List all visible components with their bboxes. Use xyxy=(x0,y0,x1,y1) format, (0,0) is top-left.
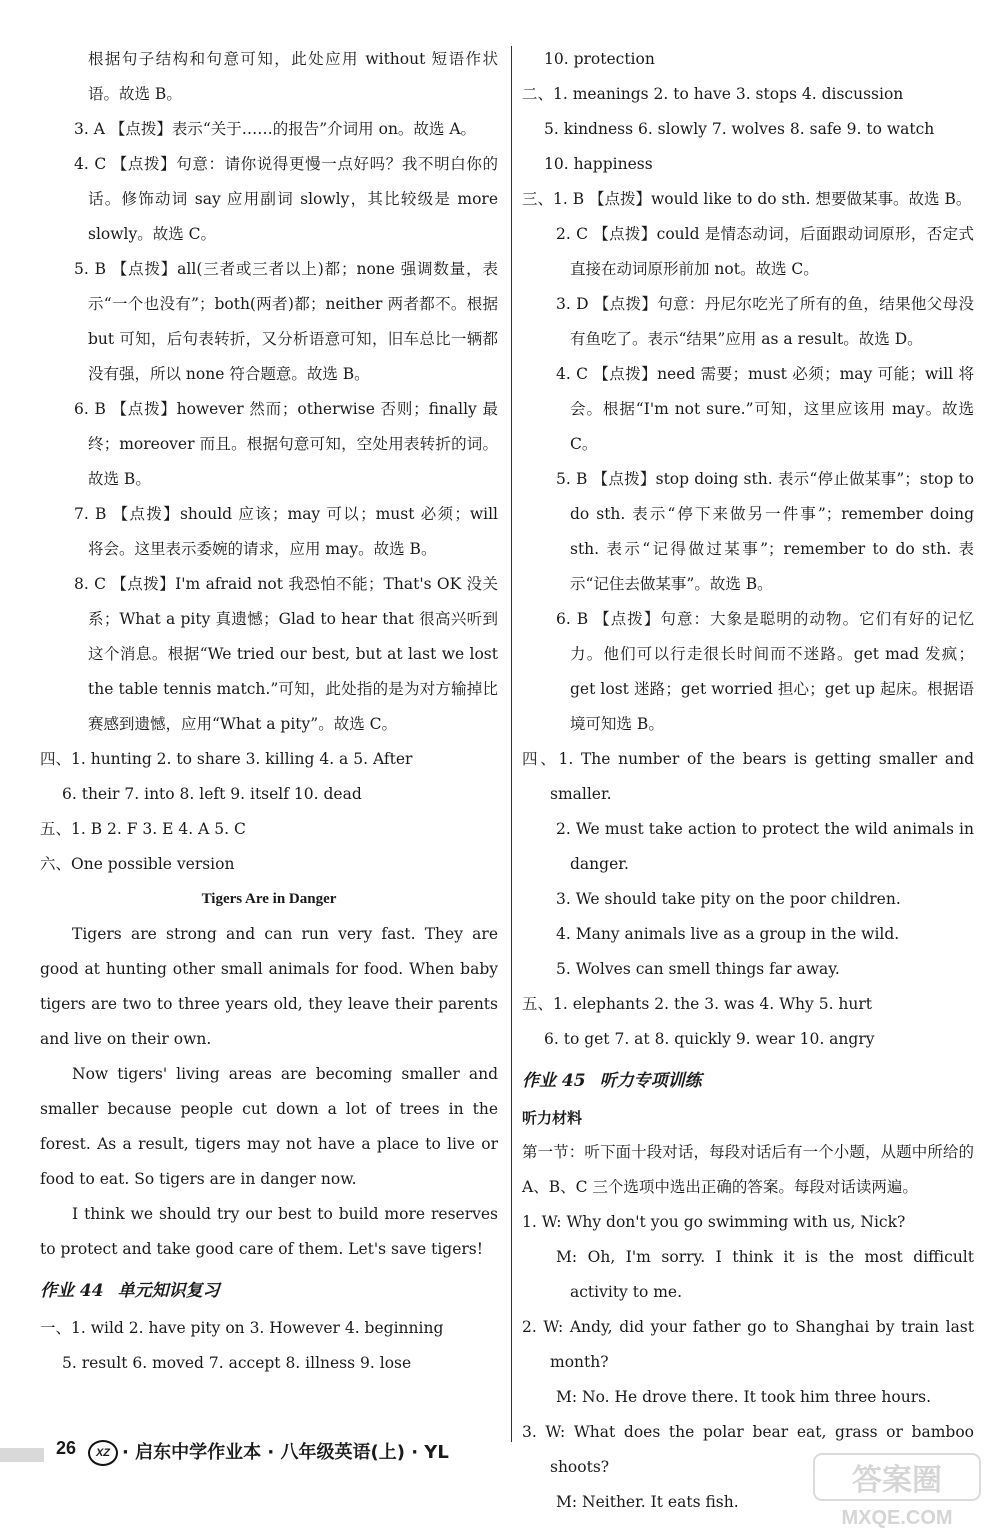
section-4-item-5: 5. Wolves can smell things far away. xyxy=(556,960,840,978)
section-4-item-2: 2. We must take action to protect the wild animals in danger. xyxy=(556,820,974,873)
watermark-logo xyxy=(812,1450,982,1530)
section-5-line-2: 6. to get 7. at 8. quickly 9. wear 10. angry xyxy=(544,1030,875,1048)
section-4-item-3: 3. We should take pity on the poor children. xyxy=(556,890,901,908)
answer-item-4: 4. C 【点拨】句意：请你说得更慢一点好吗？我不明白你的话。修饰动词 say 应用副词 slowly，其比较级是 more slowly。故选 C。 xyxy=(74,155,498,243)
hw44-section-1-line-2: 5. result 6. moved 7. accept 8. illness 9. lose xyxy=(62,1354,412,1372)
homework-44-header xyxy=(40,1273,498,1309)
section-3-item-6: 6. B 【点拨】句意：大象是聪明的动物。它们有好的记忆力。他们可以行走很长时间而不迷路。get mad 发疯；get lost 迷路；get worried 担心；get up 起床。根据语境可知选 B。 xyxy=(556,610,974,733)
homework-44-title: 单元知识复习 xyxy=(117,1281,220,1301)
page-number: 26 xyxy=(56,1438,77,1458)
section-2-line-3: 10. happiness xyxy=(544,155,653,173)
publisher-logo: XZ xyxy=(88,1440,118,1466)
page-footer xyxy=(0,1436,560,1476)
section-1-instructions: 第一节：听下面十段对话，每段对话后有一个小题，从题中所给的 A、B、C 三个选项中选出正确的答案。每段对话读两遍。 xyxy=(522,1143,974,1196)
homework-45-number: 作业 45 xyxy=(522,1071,586,1091)
section-3-item-4: 4. C 【点拨】need 需要；must 必须；may 可能；will 将会。根据“I'm not sure.”可知，这里应该用 may。故选 C。 xyxy=(556,365,974,453)
watermark-text: 答案圈 xyxy=(852,1463,942,1498)
section-3-item-5: 5. B 【点拨】stop doing sth. 表示“停止做某事”；stop to do sth. 表示“停下来做另一件事”；remember doing sth. 表示“记得做过某事”；remember to do sth. 表示“记住去做某事”。故选 B。 xyxy=(556,470,974,593)
answer-item-6: 6. B 【点拨】however 然而；otherwise 否则；finally 最终；moreover 而且。根据句意可知，空处用表转折的词。故选 B。 xyxy=(74,400,498,488)
homework-44-number: 作业 44 xyxy=(40,1281,104,1301)
listening-material-heading: 听力材料 xyxy=(522,1109,583,1127)
column-divider xyxy=(511,46,512,1442)
section-3-item-1: 三、1. B 【点拨】would like to do sth. 想要做某事。故选 B。 xyxy=(522,190,972,208)
dialogue-2-man: M: No. He drove there. It took him three hours. xyxy=(556,1388,931,1406)
section-3-item-3: 3. D 【点拨】句意：丹尼尔吃光了所有的鱼，结果他父母没有鱼吃了。表示“结果”应用 as a result。故选 D。 xyxy=(556,295,974,348)
hw44-section-1-line-1: 一、1. wild 2. have pity on 3. However 4. beginning xyxy=(40,1319,444,1337)
dialogue-3-man: M: Neither. It eats fish. xyxy=(556,1493,739,1511)
section-2-line-1: 二、1. meanings 2. to have 3. stops 4. discussion xyxy=(522,85,904,103)
footer-bar xyxy=(0,1448,44,1462)
answer-item-8: 8. C 【点拨】I'm afraid not 我恐怕不能；That's OK 没关系；What a pity 真遗憾；Glad to hear that 很高兴听到这个消息。根据“We tried our best, but at last we lost the table tennis match.”可知，此处指的是为对方输掉比赛感到遗憾，应用“What a pity”。故选 C。 xyxy=(74,575,498,733)
essay-paragraph-2: Now tigers' living areas are becoming smaller and smaller because people cut down a lot of trees in the forest. As a result, tigers may not have a place to live or food to eat. So tigers are in danger now. xyxy=(40,1065,498,1188)
dialogue-1-man: M: Oh, I'm sorry. I think it is the most difficult activity to me. xyxy=(556,1248,974,1301)
answer-item-10: 10. protection xyxy=(544,50,655,68)
dialogue-1-woman: 1. W: Why don't you go swimming with us, Nick? xyxy=(522,1213,906,1231)
answer-item-3: 3. A 【点拨】表示“关于……的报告”介词用 on。故选 A。 xyxy=(74,120,477,138)
homework-45-title: 听力专项训练 xyxy=(599,1071,702,1091)
section-5-answers: 五、1. B 2. F 3. E 4. A 5. C xyxy=(40,820,246,838)
answer-continuation: 根据句子结构和句意可知，此处应用 without 短语作状语。故选 B。 xyxy=(88,50,498,103)
dialogue-3-woman: 3. W: What does the polar bear eat, grass or bamboo shoots? xyxy=(522,1423,974,1476)
dialogue-2-woman: 2. W: Andy, did your father go to Shanghai by train last month? xyxy=(522,1318,974,1371)
answer-item-7: 7. B 【点拨】should 应该；may 可以；must 必须；will 将会。这里表示委婉的请求，应用 may。故选 B。 xyxy=(74,505,498,558)
section-6-heading: 六、One possible version xyxy=(40,855,235,873)
section-3-item-2: 2. C 【点拨】could 是情态动词，后面跟动词原形，否定式直接在动词原形前加 not。故选 C。 xyxy=(556,225,974,278)
left-column xyxy=(40,42,498,1381)
book-title: · 启东中学作业本 · 八年级英语(上) · YL xyxy=(122,1442,449,1463)
essay-title: Tigers Are in Danger xyxy=(201,891,337,907)
essay-paragraph-1: Tigers are strong and can run very fast. They are good at hunting other small animals for food. When baby tigers are two to three years old, they leave their parents and live on their own. xyxy=(40,925,498,1048)
section-4-line-2: 6. their 7. into 8. left 9. itself 10. dead xyxy=(62,785,362,803)
right-column xyxy=(522,42,974,1520)
section-4-line-1: 四、1. hunting 2. to share 3. killing 4. a 5. After xyxy=(40,750,413,768)
section-4-item-4: 4. Many animals live as a group in the wild. xyxy=(556,925,900,943)
section-2-line-2: 5. kindness 6. slowly 7. wolves 8. safe 9. to watch xyxy=(544,120,935,138)
answer-item-5: 5. B 【点拨】all(三者或三者以上)都；none 强调数量，表示“一个也没有”；both(两者)都；neither 两者都不。根据 but 可知，后句表转折，又分析语意可知，旧车总比一辆都没有强，所以 none 符合题意。故选 B。 xyxy=(74,260,498,383)
homework-45-header xyxy=(522,1063,974,1099)
watermark-url: MXQE.COM xyxy=(841,1507,953,1529)
section-5-line-1: 五、1. elephants 2. the 3. was 4. Why 5. hurt xyxy=(522,995,873,1013)
essay-paragraph-3: I think we should try our best to build more reserves to protect and take good care of them. Let's save tigers! xyxy=(40,1205,498,1258)
section-4-item-1: 四、1. The number of the bears is getting smaller and smaller. xyxy=(522,750,974,803)
